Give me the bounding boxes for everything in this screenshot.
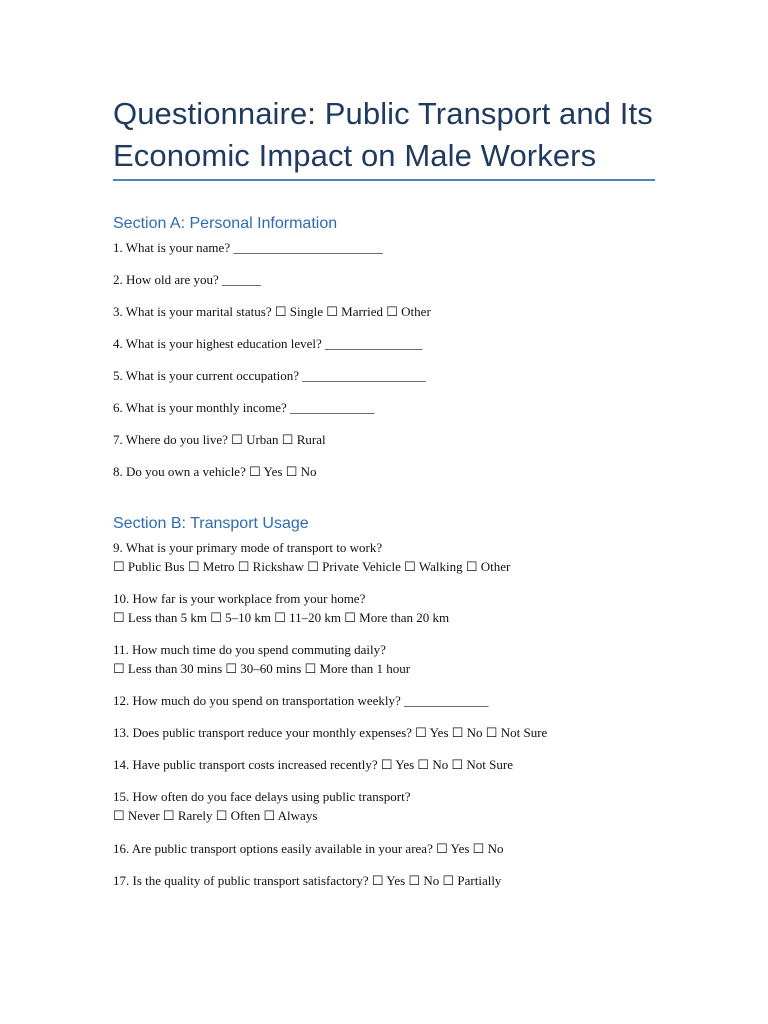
question-14: 14. Have public transport costs increased recently? ☐ Yes ☐ No ☐ Not Sure [113,757,513,772]
question-9 [113,538,510,576]
title-underline-divider [113,179,655,181]
question-11 [113,640,410,678]
question-9-prompt: 9. What is your primary mode of transport to work? [113,540,383,555]
question-9-options: ☐ Public Bus ☐ Metro ☐ Rickshaw ☐ Private Vehicle ☐ Walking ☐ Other [113,559,511,574]
question-10-options: ☐ Less than 5 km ☐ 5–10 km ☐ 11–20 km ☐ More than 20 km [113,610,450,625]
question-10-prompt: 10. How far is your workplace from your home? [113,591,366,606]
question-5: 5. What is your current occupation? ___________________ [113,368,426,383]
title-line-2: Economic Impact on Male Workers [113,138,597,173]
question-2: 2. How old are you? ______ [113,272,262,287]
question-6: 6. What is your monthly income? _____________ [113,400,375,415]
question-12: 12. How much do you spend on transportation weekly? _____________ [113,693,489,708]
question-7: 7. Where do you live? ☐ Urban ☐ Rural [113,432,326,447]
section-b-heading: Section B: Transport Usage [113,515,309,532]
question-10 [113,589,449,627]
document-title [113,93,673,177]
question-15-options: ☐ Never ☐ Rarely ☐ Often ☐ Always [113,808,318,823]
question-1: 1. What is your name? _______________________ [113,240,383,255]
question-13: 13. Does public transport reduce your monthly expenses? ☐ Yes ☐ No ☐ Not Sure [113,725,548,740]
question-4: 4. What is your highest education level? _______________ [113,336,423,351]
section-a-heading: Section A: Personal Information [113,215,338,232]
question-16: 16. Are public transport options easily available in your area? ☐ Yes ☐ No [113,841,504,856]
question-15-prompt: 15. How often do you face delays using public transport? [113,789,411,804]
question-17: 17. Is the quality of public transport satisfactory? ☐ Yes ☐ No ☐ Partially [113,873,502,888]
question-8: 8. Do you own a vehicle? ☐ Yes ☐ No [113,464,317,479]
question-3: 3. What is your marital status? ☐ Single ☐ Married ☐ Other [113,304,431,319]
question-15 [113,787,410,825]
title-line-1: Questionnaire: Public Transport and Its [113,96,653,131]
question-11-options: ☐ Less than 30 mins ☐ 30–60 mins ☐ More than 1 hour [113,661,411,676]
question-11-prompt: 11. How much time do you spend commuting daily? [113,642,386,657]
